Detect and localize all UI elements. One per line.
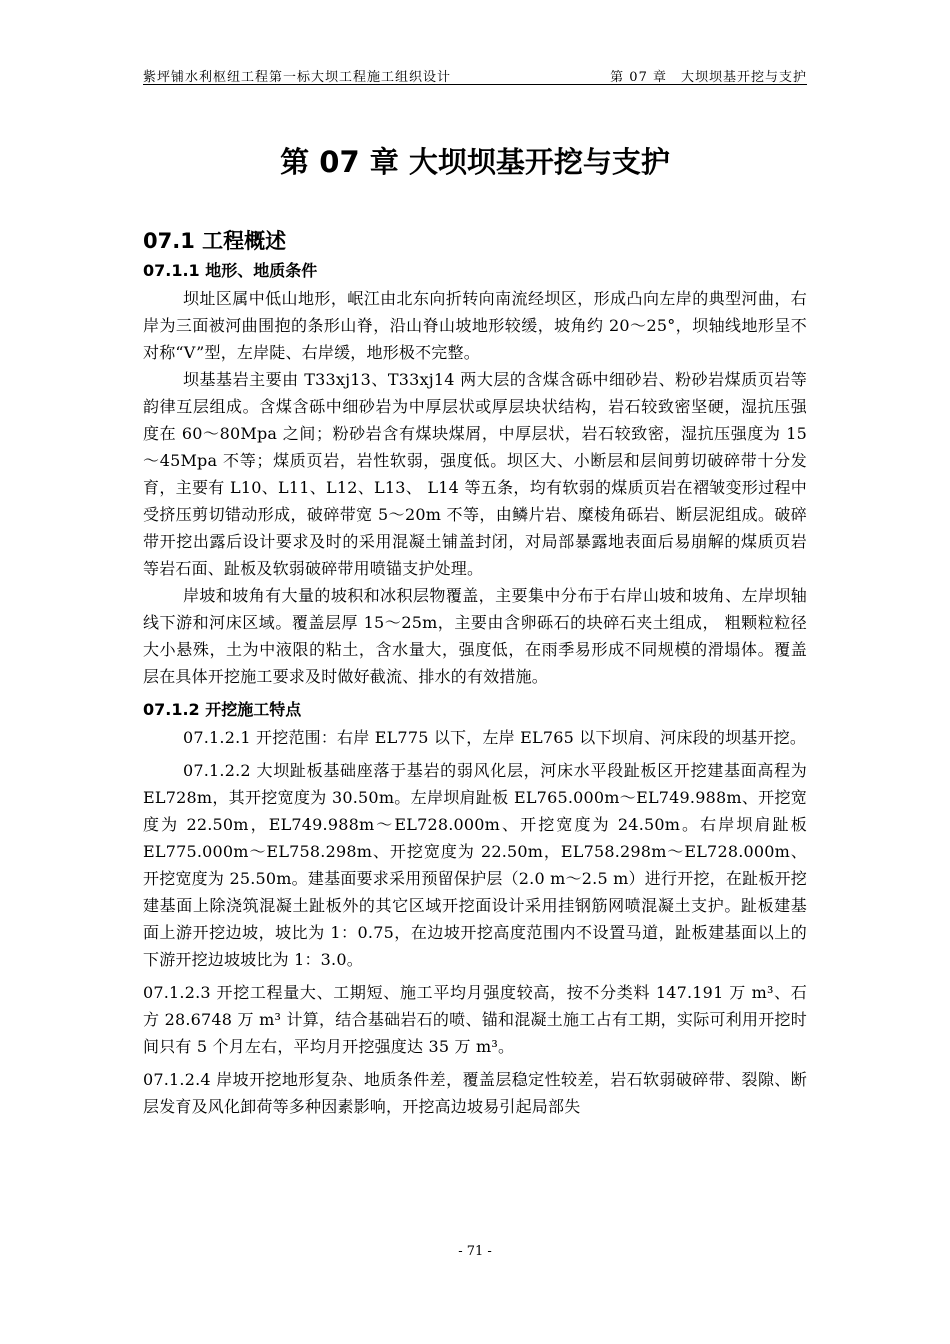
- section-heading-07-1-2: 07.1.2 开挖施工特点: [143, 700, 302, 719]
- section-heading-07-1-1: 07.1.1 地形、地质条件: [143, 261, 318, 280]
- header-chapter: [610, 66, 807, 85]
- paragraph-terrain: 坝址区属中低山地形，岷江由北东向折转向南流经坝区，形成凸向左岸的典型河曲，右岸为三面被河曲围抱的条形山脊，沿山脊山坡地形较缓，坡角约 20～25°，坝轴线地形呈不对称“V”型，左岸陡、右岸缓，地形极不完整。: [143, 289, 807, 362]
- header-chapter-number: 第 07 章: [610, 70, 667, 85]
- header-chapter-title: 大坝坝基开挖与支护: [680, 70, 807, 85]
- document-body: [143, 226, 807, 1120]
- page-header: [143, 64, 807, 85]
- paragraph-overburden: 岸坡和坡角有大量的坡积和冰积层物覆盖，主要集中分布于右岸山坡和坡角、左岸坝轴线下游和河床区域。覆盖层厚 15～25m，主要由含卵砾石的块碎石夹土组成， 粗颗粒粒径大小悬殊，土为中液限的粘土，含水量大，强度低，在雨季易形成不同规模的滑塌体。覆盖层在具体开挖施工要求及时做好截流、排水的有效措施。: [143, 586, 807, 686]
- section-heading-07-1: 07.1 工程概述: [143, 229, 287, 253]
- paragraph-bedrock: 坝基基岩主要由 T33xj13、T33xj14 两大层的含煤含砾中细砂岩、粉砂岩煤质页岩等韵律互层组成。含煤含砾中细砂岩为中厚层状或厚层块状结构，岩石较致密坚硬，湿抗压强度在 60～80Mpa 之间；粉砂岩含有煤块煤屑，中厚层状，岩石较致密，湿抗压强度为 15～45Mpa 不等；煤质页岩，岩性软弱，强度低。坝区大、小断层和层间剪切破碎带十分发育，主要有 L10、L11、L12、L13、 L14 等五条，均有软弱的煤质页岩在褶皱变形过程中受挤压剪切错动形成，破碎带宽 5～20m 不等，由鳞片岩、糜棱角砾岩、断层泥组成。破碎带开挖出露后设计要求及时的采用混凝土铺盖封闭，对局部暴露地表面后易崩解的煤质页岩等岩石面、趾板及软弱破碎带用喷锚支护处理。: [143, 370, 807, 578]
- paragraph-excavation-volume: 07.1.2.3 开挖工程量大、工期短、施工平均月强度较高，按不分类料 147.191 万 m³、石方 28.6748 万 m³ 计算，结合基础岩石的喷、锚和混凝土施工占有工期，实际可利用开挖时间只有 5 个月左右，平均月开挖强度达 35 万 m³。: [143, 983, 807, 1056]
- chapter-title: 第 07 章 大坝坝基开挖与支护: [280, 145, 670, 179]
- paragraph-excavation-scope: 07.1.2.1 开挖范围：右岸 EL775 以下，左岸 EL765 以下坝肩、河床段的坝基开挖。: [183, 728, 807, 747]
- paragraph-slope-conditions: 07.1.2.4 岸坡开挖地形复杂、地质条件差，覆盖层稳定性较差，岩石软弱破碎带、裂隙、断层发育及风化卸荷等多种因素影响，开挖高边坡易引起局部失: [143, 1070, 807, 1116]
- header-document-title: 紫坪铺水利枢纽工程第一标大坝工程施工组织设计: [143, 70, 452, 85]
- paragraph-toe-slab: 07.1.2.2 大坝趾板基础座落于基岩的弱风化层，河床水平段趾板区开挖建基面高程为 EL728m，其开挖宽度为 30.50m。左岸坝肩趾板 EL765.000m～EL749.988m、开挖宽度为 22.50m，EL749.988m～EL728.000m、开挖宽度为 24.50m。右岸坝肩趾板 EL775.000m～EL758.298m、开挖宽度为 22.50m，EL758.298m～EL728.000m、开挖宽度为 25.50m。建基面要求采用预留保护层（2.0 m～2.5 m）进行开挖，在趾板开挖建基面上除浇筑混凝土趾板外的其它区域开挖面设计采用挂钢筋网喷混凝土支护。趾板建基面上游开挖边坡，坡比为 1：0.75，在边坡开挖高度范围内不设置马道，趾板建基面以上的下游开挖边坡坡比为 1：3.0。: [143, 761, 807, 969]
- page-number: - 71 -: [458, 1244, 492, 1259]
